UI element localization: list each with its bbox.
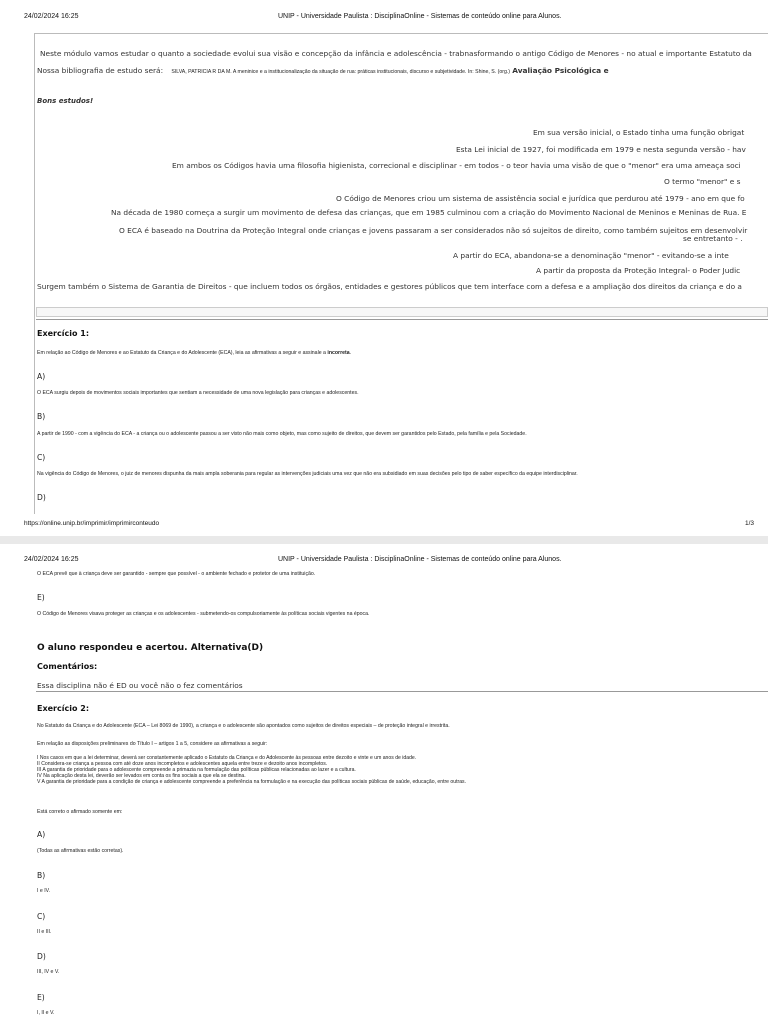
ex2-option-e-letter[interactable]: E) <box>37 993 45 1002</box>
exercise-1-question <box>37 350 351 356</box>
intro-paragraph: Em ambos os Códigos havia uma filosofia higienista, correcional e disciplinar - em todos - o teor havia uma visão de que o "menor" era uma ameaça soci <box>172 161 741 170</box>
print-date: 24/02/2024 16:25 <box>24 13 79 20</box>
exercise-2-intro: No Estatuto da Criança e do Adolescente (ECA – Lei 8069 de 1990), a criança e o adolescente são apontados como sujeitos de direitos especiais – de proteção integral e irrestrita. <box>37 723 450 729</box>
option-d-text[interactable]: O ECA prevê que à criança deve ser garantido - sempre que possível - o ambiente fechado e protetor de uma instituição. <box>37 571 316 577</box>
comments-text: Essa disciplina não é ED ou você não o fez comentários <box>37 681 243 690</box>
intro-paragraph: Esta Lei inicial de 1927, foi modificada em 1979 e nesta segunda versão - hav <box>456 145 746 154</box>
option-c-letter[interactable]: C) <box>37 453 46 462</box>
ex2-option-a-text[interactable]: (Todas as afirmativas estão corretas). <box>37 848 124 854</box>
separator-line <box>36 319 768 320</box>
ex2-option-b-letter[interactable]: B) <box>37 871 46 880</box>
option-e-text[interactable]: O Código de Menores visava proteger as crianças e os adolescentes - submetendo-os compulsoriamente às políticas sociais vigentes na época. <box>37 611 370 617</box>
ex2-option-e-text[interactable]: I, II e V. <box>37 1010 55 1016</box>
question-text: Em relação ao Código de Menores e ao Estatuto da Criança e do Adolescente (ECA), leia as afirmativas a seguir e assinale a <box>37 350 326 356</box>
biblio-ref: SILVA, PATRICIA R DA M. A meninice e a institucionalização da situação de rua: práticas institucionais, discurso e subjetividade. In: Shine, S. (org.) <box>171 69 511 75</box>
intro-paragraph: O ECA é baseado na Doutrina da Proteção Integral onde crianças e jovens passaram a ser considerados não só sujeitos de direito, como também sujeitos em desenvolvir <box>119 226 748 235</box>
statement-item: III A garantia de prioridade para o adolescente compreende a primazia na formulação das políticas públicas relacionadas ao lazer e a cultura. <box>37 767 356 773</box>
print-page-2 <box>0 544 768 1024</box>
print-page-number: 1/3 <box>744 520 754 527</box>
option-d-letter[interactable]: D) <box>37 493 46 502</box>
bibliography <box>37 66 609 75</box>
answer-result: O aluno respondeu e acertou. Alternativa(D) <box>37 643 264 653</box>
intro-paragraph: Na década de 1980 começa a surgir um movimento de defesa das crianças, que em 1985 culminou com a criação do Movimento Nacional de Meninos e Meninas de Rua. E <box>111 208 747 217</box>
exercise-2-question: Está correto o afirmado somente em: <box>37 809 123 815</box>
intro-line-1: Neste módulo vamos estudar o quanto a sociedade evolui sua visão e concepção da infância e adolescência - trabnasformando o antigo Código de Menores - no atual e importante Estatuto da <box>40 49 752 58</box>
statement-item: IV Na aplicação desta lei, deverão ser levados em conta os fins sociais a que ela se destina. <box>37 773 246 779</box>
bons-estudos: Bons estudos! <box>37 97 94 105</box>
exercise-2-instruction: Em relação as disposições preliminares do Título I – artigos 1 a 5, considere as afirmativas a seguir: <box>37 741 268 747</box>
option-a-letter[interactable]: A) <box>37 372 46 381</box>
question-emphasis: incorreta <box>327 350 350 356</box>
biblio-title: Avaliação Psicológica e <box>512 66 609 75</box>
statement-item: V A garantia de prioridade para a condição de criança e adolescente compreende a preferência na formulação e na execução das políticas sociais públicas de saúde, educação, entre outras. <box>37 779 466 785</box>
option-e-letter[interactable]: E) <box>37 593 45 602</box>
intro-paragraph: Surgem também o Sistema de Garantia de Direitos - que incluem todos os órgãos, entidades e gestores públicos que tem interface com a defesa e a ampliação dos direitos da criança e do a <box>37 282 742 291</box>
ex2-option-c-text[interactable]: II e III. <box>37 929 52 935</box>
statement-item: II Considera-se criança a pessoa com até doze anos incompletos e adolescentes aquela entre treze e dezoito anos incompletos. <box>37 761 328 767</box>
intro-paragraph: O termo "menor" e s <box>664 177 741 186</box>
intro-paragraph: A partir do ECA, abandona-se a denominação "menor" - evitando-se a inte <box>453 251 729 260</box>
intro-paragraph: A partir da proposta da Proteção Integral- o Poder Judic <box>536 266 741 275</box>
statements-list <box>37 755 466 785</box>
print-title: UNIP - Universidade Paulista : DisciplinaOnline - Sistemas de conteúdo online para Alunos. <box>278 13 562 20</box>
ex2-option-b-text[interactable]: I e IV. <box>37 888 51 894</box>
separator-bar <box>36 307 768 317</box>
option-b-text[interactable]: A partir de 1990 - com a vigência do ECA - a criança ou o adolescente passou a ser visto não mais como objeto, mas como sujeito de direitos, que devem ser garantidos pelo Estado, pela família e pela Sociedade. <box>37 431 527 437</box>
statement-item: I Nos casos em que a lei determinar, deverá ser constantemente aplicado o Estatuto da Criança e do Adolescente às pessoas entre dezoito e vinte e um anos de idade. <box>37 755 417 761</box>
biblio-label: Nossa bibliografia de estudo será: <box>37 66 164 75</box>
separator-line <box>36 691 768 692</box>
ex2-option-c-letter[interactable]: C) <box>37 912 46 921</box>
question-suffix: . <box>349 350 352 356</box>
print-url: https://online.unip.br/imprimir/imprimirconteudo <box>24 520 160 527</box>
exercise-2-title: Exercício 2: <box>37 704 90 713</box>
ex2-option-d-text[interactable]: III, IV e V. <box>37 969 60 975</box>
option-c-text[interactable]: Na vigência do Código de Menores, o juiz de menores dispunha da mais ampla soberania para regular as intervenções judiciais uma vez que não era subsidiado em suas decisões pelo tipo de saber específico da equipe interdisciplinar. <box>37 471 578 477</box>
intro-paragraph: Em sua versão inicial, o Estado tinha uma função obrigat <box>533 128 745 137</box>
comments-label: Comentários: <box>37 662 98 671</box>
print-title: UNIP - Universidade Paulista : DisciplinaOnline - Sistemas de conteúdo online para Alunos. <box>278 556 562 563</box>
ex2-option-d-letter[interactable]: D) <box>37 952 46 961</box>
intro-paragraph: se entretanto - . <box>683 234 743 243</box>
option-a-text[interactable]: O ECA surgiu depois de movimentos sociais importantes que sentiam a necessidade de uma nova legislação para crianças e adolescentes. <box>37 390 359 396</box>
print-date: 24/02/2024 16:25 <box>24 556 79 563</box>
intro-paragraph: O Código de Menores criou um sistema de assistência social e jurídica que perdurou até 1979 - ano em que fo <box>336 194 745 203</box>
exercise-1-title: Exercício 1: <box>37 329 90 338</box>
option-b-letter[interactable]: B) <box>37 412 46 421</box>
ex2-option-a-letter[interactable]: A) <box>37 830 46 839</box>
